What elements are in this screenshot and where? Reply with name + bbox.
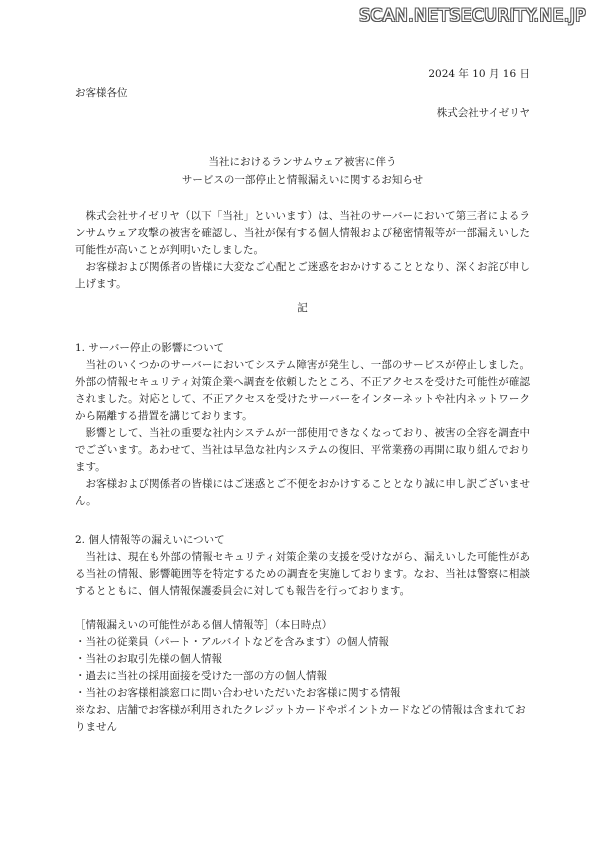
section-2-heading: 2. 個人情報等の漏えいについて	[75, 534, 225, 546]
section-1-paragraph-1: 当社のいくつかのサーバーにおいてシステム障害が発生し、一部のサービスが停止しました。外部の情報セキュリティ対策企業へ調査を依頼したところ、不正アクセスを受けた可能性が確認されました。対応として、不正アクセスを受けたサーバーをインターネットや社内ネットワークから隔離する措置を講じております。	[75, 359, 530, 422]
section-1-paragraph-3: お客様および関係者の皆様にはご迷惑とご不便をおかけすることとなり誠に申し訳ございません。	[75, 478, 530, 507]
intro-paragraph: 株式会社サイゼリヤ（以下「当社」といいます）は、当社のサーバーにおいて第三者によるランサムウェア攻撃の被害を確認し、当社が保有する個人情報および秘密情報等が一部漏えいした可能性が高いことが判明いたしました。	[75, 210, 530, 256]
document-date: 2024 年 10 月 16 日	[428, 68, 530, 80]
title-line-1: 当社におけるランサムウェア被害に伴う	[208, 156, 397, 168]
apology-paragraph: お客様および関係者の皆様に大変なご心配とご迷惑をおかけすることとなり、深くお詫び申し上げます。	[75, 261, 530, 290]
list-item: ・過去に当社の採用面接を受けた一部の方の個人情報	[75, 670, 327, 682]
notice-document	[75, 56, 530, 736]
list-item: ・当社のお客様相談窓口に問い合わせいただいたお客様に関する情報	[75, 687, 401, 699]
site-watermark: SCAN.NETSECURITY.NE.JP	[359, 6, 586, 26]
section-2-paragraph-1: 当社は、現在も外部の情報セキュリティ対策企業の支援を受けながら、漏えいした可能性がある当社の情報、影響範囲等を特定するための調査を実施しております。なお、当社は警察に相談するとともに、個人情報保護委員会に対しても報告を行っております。	[75, 551, 530, 597]
list-item: ・当社のお取引先様の個人情報	[75, 653, 222, 665]
recipient-line: お客様各位	[75, 87, 128, 99]
document-title	[75, 153, 530, 189]
leak-list-heading: ［情報漏えいの可能性がある個人情報等］（本日時点）	[75, 619, 333, 631]
ki-marker: 記	[297, 302, 308, 314]
list-item: ・当社の従業員（パート・アルバイトなどを含みます）の個人情報	[75, 636, 389, 648]
company-name: 株式会社サイゼリヤ	[436, 107, 530, 119]
credit-card-note: ※なお、店舗でお客様が利用されたクレジットカードやポイントカードなどの情報は含まれておりません	[75, 704, 526, 733]
section-1-heading: 1. サーバー停止の影響について	[75, 342, 225, 354]
section-1-paragraph-2: 影響として、当社の重要な社内システムが一部使用できなくなっており、被害の全容を調査中でございます。あわせて、当社は早急な社内システムの復旧、平常業務の再開に取り組んでおります。	[75, 427, 530, 473]
title-line-2: サービスの一部停止と情報漏えいに関するお知らせ	[181, 174, 424, 186]
